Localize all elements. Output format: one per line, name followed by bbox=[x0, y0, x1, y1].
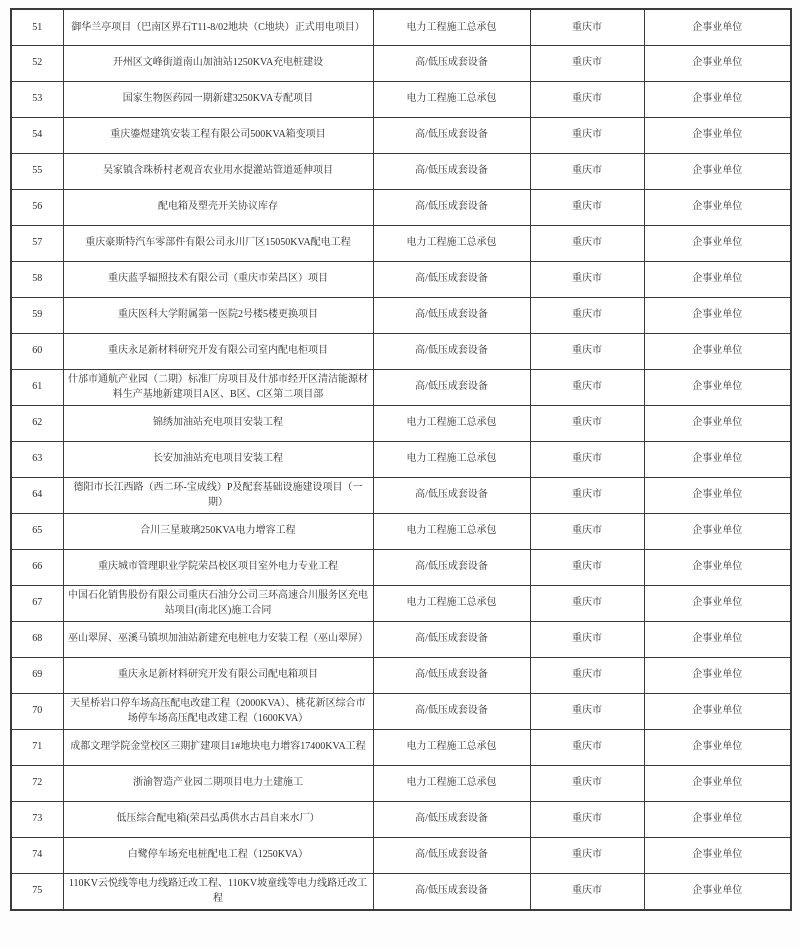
cell-city: 重庆市 bbox=[530, 333, 644, 369]
cell-org-type: 企事业单位 bbox=[644, 9, 791, 45]
cell-project-name: 110KV云悦线等电力线路迁改工程、110KV坡童线等电力线路迁改工程 bbox=[63, 873, 373, 910]
cell-city: 重庆市 bbox=[530, 765, 644, 801]
cell-category: 高/低压成套设备 bbox=[373, 837, 530, 873]
cell-project-name: 成都文理学院金堂校区三期扩建项目1#地块电力增容17400KVA工程 bbox=[63, 729, 373, 765]
cell-city: 重庆市 bbox=[530, 9, 644, 45]
cell-category: 电力工程施工总承包 bbox=[373, 441, 530, 477]
table-row bbox=[11, 873, 791, 910]
cell-city: 重庆市 bbox=[530, 801, 644, 837]
table-row bbox=[11, 801, 791, 837]
cell-project-name: 白鹭停车场充电桩配电工程（1250KVA） bbox=[63, 837, 373, 873]
cell-city: 重庆市 bbox=[530, 549, 644, 585]
table-row bbox=[11, 261, 791, 297]
cell-row-number: 68 bbox=[11, 621, 63, 657]
cell-category: 高/低压成套设备 bbox=[373, 369, 530, 405]
table-row bbox=[11, 585, 791, 621]
cell-category: 电力工程施工总承包 bbox=[373, 81, 530, 117]
cell-row-number: 70 bbox=[11, 693, 63, 729]
cell-project-name: 什邡市通航产业园（二期）标准厂房项目及什邡市经开区清洁能源材料生产基地新建项目A区、B区、C区第二项目部 bbox=[63, 369, 373, 405]
projects-table bbox=[10, 8, 792, 911]
cell-org-type: 企事业单位 bbox=[644, 261, 791, 297]
cell-row-number: 54 bbox=[11, 117, 63, 153]
cell-org-type: 企事业单位 bbox=[644, 153, 791, 189]
cell-project-name: 中国石化销售股份有限公司重庆石油分公司三环高速合川服务区充电站项目(南北区)施工合同 bbox=[63, 585, 373, 621]
table-row bbox=[11, 549, 791, 585]
cell-city: 重庆市 bbox=[530, 369, 644, 405]
cell-project-name: 重庆豪斯特汽车零部件有限公司永川厂区15050KVA配电工程 bbox=[63, 225, 373, 261]
table-row bbox=[11, 765, 791, 801]
table-row bbox=[11, 837, 791, 873]
cell-project-name: 重庆蓝孚辐照技术有限公司（重庆市荣昌区）项目 bbox=[63, 261, 373, 297]
cell-project-name: 重庆永足新材料研究开发有限公司配电箱项目 bbox=[63, 657, 373, 693]
cell-category: 电力工程施工总承包 bbox=[373, 225, 530, 261]
cell-city: 重庆市 bbox=[530, 837, 644, 873]
table-row bbox=[11, 513, 791, 549]
cell-project-name: 浙渝智造产业园二期项目电力土建施工 bbox=[63, 765, 373, 801]
cell-city: 重庆市 bbox=[530, 261, 644, 297]
table-row bbox=[11, 45, 791, 81]
cell-category: 高/低压成套设备 bbox=[373, 693, 530, 729]
cell-org-type: 企事业单位 bbox=[644, 765, 791, 801]
table-row bbox=[11, 621, 791, 657]
cell-city: 重庆市 bbox=[530, 225, 644, 261]
cell-category: 高/低压成套设备 bbox=[373, 657, 530, 693]
cell-row-number: 61 bbox=[11, 369, 63, 405]
table-body bbox=[11, 9, 791, 910]
cell-city: 重庆市 bbox=[530, 189, 644, 225]
cell-project-name: 御华兰亭项目（巴南区界石T11-8/02地块（C地块）正式用电项目） bbox=[63, 9, 373, 45]
table-row bbox=[11, 297, 791, 333]
table-row bbox=[11, 153, 791, 189]
cell-row-number: 65 bbox=[11, 513, 63, 549]
cell-org-type: 企事业单位 bbox=[644, 117, 791, 153]
cell-row-number: 57 bbox=[11, 225, 63, 261]
cell-row-number: 75 bbox=[11, 873, 63, 910]
cell-city: 重庆市 bbox=[530, 477, 644, 513]
cell-row-number: 72 bbox=[11, 765, 63, 801]
table-row bbox=[11, 81, 791, 117]
cell-org-type: 企事业单位 bbox=[644, 369, 791, 405]
table-row bbox=[11, 117, 791, 153]
cell-category: 电力工程施工总承包 bbox=[373, 513, 530, 549]
cell-org-type: 企事业单位 bbox=[644, 873, 791, 910]
cell-project-name: 重庆医科大学附属第一医院2号楼5楼更换项目 bbox=[63, 297, 373, 333]
cell-org-type: 企事业单位 bbox=[644, 297, 791, 333]
cell-org-type: 企事业单位 bbox=[644, 729, 791, 765]
cell-city: 重庆市 bbox=[530, 297, 644, 333]
cell-project-name: 天星桥岩口停车场高压配电改建工程（2000KVA）、桃花新区综合市场停车场高压配电改建工程（1600KVA） bbox=[63, 693, 373, 729]
cell-category: 电力工程施工总承包 bbox=[373, 729, 530, 765]
cell-project-name: 配电箱及塑壳开关协议库存 bbox=[63, 189, 373, 225]
cell-project-name: 锦绣加油站充电项目安装工程 bbox=[63, 405, 373, 441]
cell-row-number: 71 bbox=[11, 729, 63, 765]
cell-city: 重庆市 bbox=[530, 45, 644, 81]
cell-row-number: 64 bbox=[11, 477, 63, 513]
cell-city: 重庆市 bbox=[530, 405, 644, 441]
cell-row-number: 66 bbox=[11, 549, 63, 585]
cell-city: 重庆市 bbox=[530, 441, 644, 477]
cell-org-type: 企事业单位 bbox=[644, 81, 791, 117]
cell-category: 高/低压成套设备 bbox=[373, 117, 530, 153]
cell-row-number: 60 bbox=[11, 333, 63, 369]
cell-org-type: 企事业单位 bbox=[644, 333, 791, 369]
cell-row-number: 56 bbox=[11, 189, 63, 225]
cell-project-name: 国家生物医药园一期新建3250KVA专配项目 bbox=[63, 81, 373, 117]
cell-project-name: 开州区文峰街道南山加油站1250KVA充电桩建设 bbox=[63, 45, 373, 81]
cell-category: 高/低压成套设备 bbox=[373, 297, 530, 333]
cell-org-type: 企事业单位 bbox=[644, 549, 791, 585]
cell-org-type: 企事业单位 bbox=[644, 801, 791, 837]
cell-project-name: 低压综合配电箱(荣昌弘禹供水古昌自来水厂） bbox=[63, 801, 373, 837]
cell-project-name: 德阳市长江西路（西二环-宝成线）P及配套基础设施建设项目（一期） bbox=[63, 477, 373, 513]
cell-project-name: 长安加油站充电项目安装工程 bbox=[63, 441, 373, 477]
cell-org-type: 企事业单位 bbox=[644, 441, 791, 477]
cell-row-number: 55 bbox=[11, 153, 63, 189]
cell-project-name: 巫山翠屏、巫溪马镇坝加油站新建充电桩电力安装工程（巫山翠屏） bbox=[63, 621, 373, 657]
cell-city: 重庆市 bbox=[530, 585, 644, 621]
cell-category: 电力工程施工总承包 bbox=[373, 765, 530, 801]
cell-project-name: 重庆城市管理职业学院荣昌校区项目室外电力专业工程 bbox=[63, 549, 373, 585]
cell-city: 重庆市 bbox=[530, 657, 644, 693]
cell-project-name: 吴家镇含珠桥村老观音农业用水提灌站管道延伸项目 bbox=[63, 153, 373, 189]
cell-org-type: 企事业单位 bbox=[644, 45, 791, 81]
cell-category: 高/低压成套设备 bbox=[373, 333, 530, 369]
cell-row-number: 58 bbox=[11, 261, 63, 297]
table-row bbox=[11, 693, 791, 729]
cell-org-type: 企事业单位 bbox=[644, 621, 791, 657]
cell-row-number: 51 bbox=[11, 9, 63, 45]
cell-project-name: 重庆永足新材料研究开发有限公司室内配电柜项目 bbox=[63, 333, 373, 369]
cell-row-number: 73 bbox=[11, 801, 63, 837]
table-row bbox=[11, 657, 791, 693]
cell-city: 重庆市 bbox=[530, 81, 644, 117]
cell-org-type: 企事业单位 bbox=[644, 657, 791, 693]
cell-org-type: 企事业单位 bbox=[644, 585, 791, 621]
cell-row-number: 59 bbox=[11, 297, 63, 333]
table-row bbox=[11, 369, 791, 405]
cell-org-type: 企事业单位 bbox=[644, 693, 791, 729]
cell-org-type: 企事业单位 bbox=[644, 405, 791, 441]
cell-city: 重庆市 bbox=[530, 873, 644, 910]
cell-org-type: 企事业单位 bbox=[644, 477, 791, 513]
cell-category: 高/低压成套设备 bbox=[373, 621, 530, 657]
cell-row-number: 52 bbox=[11, 45, 63, 81]
cell-row-number: 67 bbox=[11, 585, 63, 621]
table-row bbox=[11, 9, 791, 45]
cell-row-number: 63 bbox=[11, 441, 63, 477]
cell-row-number: 74 bbox=[11, 837, 63, 873]
table-row bbox=[11, 189, 791, 225]
table-row bbox=[11, 441, 791, 477]
cell-org-type: 企事业单位 bbox=[644, 189, 791, 225]
cell-category: 电力工程施工总承包 bbox=[373, 585, 530, 621]
cell-row-number: 69 bbox=[11, 657, 63, 693]
table-row bbox=[11, 333, 791, 369]
cell-project-name: 重庆鎏煜建筑安装工程有限公司500KVA箱变项目 bbox=[63, 117, 373, 153]
cell-project-name: 合川三星玻璃250KVA电力增容工程 bbox=[63, 513, 373, 549]
cell-category: 高/低压成套设备 bbox=[373, 477, 530, 513]
cell-category: 高/低压成套设备 bbox=[373, 153, 530, 189]
cell-city: 重庆市 bbox=[530, 729, 644, 765]
cell-category: 高/低压成套设备 bbox=[373, 549, 530, 585]
cell-row-number: 53 bbox=[11, 81, 63, 117]
cell-city: 重庆市 bbox=[530, 153, 644, 189]
cell-city: 重庆市 bbox=[530, 693, 644, 729]
cell-row-number: 62 bbox=[11, 405, 63, 441]
cell-category: 高/低压成套设备 bbox=[373, 45, 530, 81]
cell-org-type: 企事业单位 bbox=[644, 513, 791, 549]
cell-org-type: 企事业单位 bbox=[644, 225, 791, 261]
table-row bbox=[11, 405, 791, 441]
cell-city: 重庆市 bbox=[530, 117, 644, 153]
cell-org-type: 企事业单位 bbox=[644, 837, 791, 873]
table-row bbox=[11, 225, 791, 261]
cell-city: 重庆市 bbox=[530, 513, 644, 549]
cell-category: 电力工程施工总承包 bbox=[373, 405, 530, 441]
table-row bbox=[11, 477, 791, 513]
cell-category: 高/低压成套设备 bbox=[373, 873, 530, 910]
table-row bbox=[11, 729, 791, 765]
cell-category: 高/低压成套设备 bbox=[373, 189, 530, 225]
cell-category: 高/低压成套设备 bbox=[373, 801, 530, 837]
cell-category: 电力工程施工总承包 bbox=[373, 9, 530, 45]
cell-city: 重庆市 bbox=[530, 621, 644, 657]
cell-category: 高/低压成套设备 bbox=[373, 261, 530, 297]
